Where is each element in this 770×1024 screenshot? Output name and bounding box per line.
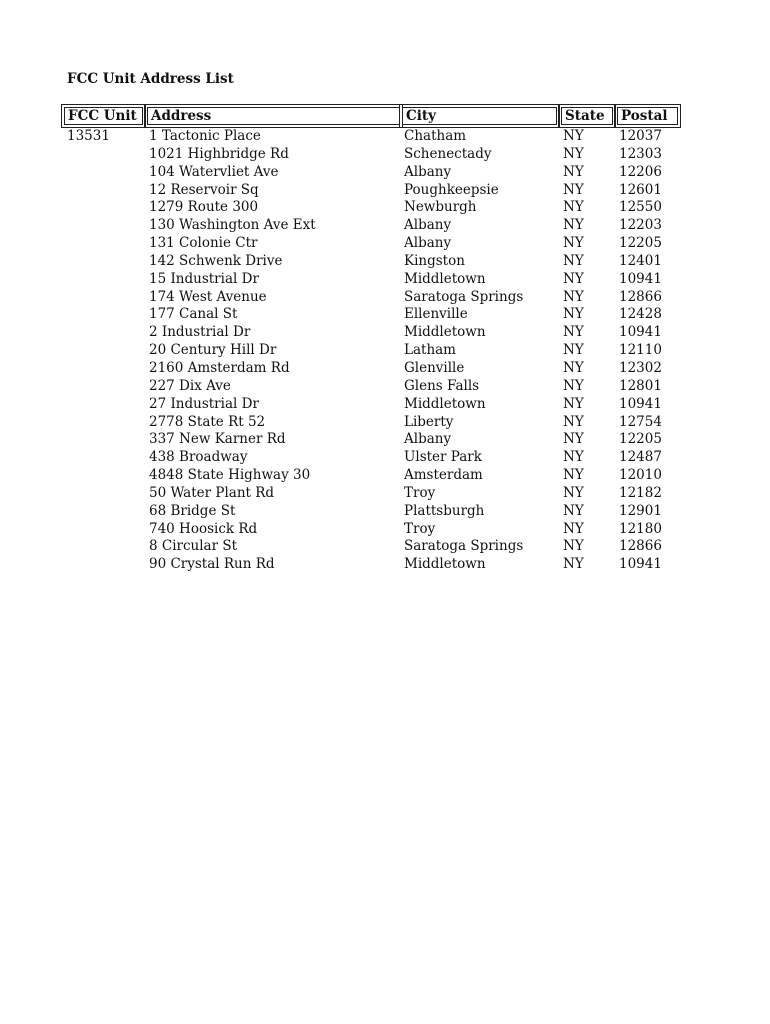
cell-address: 27 Industrial Dr xyxy=(149,395,259,412)
column-header-address: Address xyxy=(147,107,400,125)
cell-postal: 12110 xyxy=(619,342,662,359)
cell-state: NY xyxy=(563,217,584,234)
cell-postal: 12901 xyxy=(619,502,662,519)
cell-address: 2778 State Rt 52 xyxy=(149,413,266,430)
cell-city: Middletown xyxy=(404,270,486,287)
cell-state: NY xyxy=(563,288,584,305)
table-row xyxy=(0,306,770,324)
cell-address: 50 Water Plant Rd xyxy=(149,484,275,501)
cell-postal: 10941 xyxy=(619,395,662,412)
cell-state: NY xyxy=(563,235,584,252)
cell-postal: 12206 xyxy=(619,163,662,180)
column-header-fcc-unit: FCC Unit xyxy=(64,107,143,125)
cell-postal: 12205 xyxy=(619,235,662,252)
table-row xyxy=(0,289,770,307)
cell-city: Liberty xyxy=(404,413,454,430)
table-row xyxy=(0,182,770,200)
table-header xyxy=(61,104,681,128)
cell-postal: 12182 xyxy=(619,484,662,501)
table-row xyxy=(0,431,770,449)
table-row xyxy=(0,217,770,235)
cell-state: NY xyxy=(563,556,584,573)
cell-address: 174 West Avenue xyxy=(149,288,267,305)
cell-postal: 12428 xyxy=(619,306,662,323)
cell-address: 227 Dix Ave xyxy=(149,377,231,394)
cell-city: Glens Falls xyxy=(404,377,480,394)
cell-address: 131 Colonie Ctr xyxy=(149,235,258,252)
cell-address: 68 Bridge St xyxy=(149,502,236,519)
cell-city: Troy xyxy=(404,520,436,537)
cell-address: 90 Crystal Run Rd xyxy=(149,556,275,573)
cell-address: 740 Hoosick Rd xyxy=(149,520,258,537)
cell-postal: 12010 xyxy=(619,467,662,484)
cell-city: Albany xyxy=(404,163,452,180)
cell-postal: 12487 xyxy=(619,449,662,466)
cell-postal: 12205 xyxy=(619,431,662,448)
cell-address: 104 Watervliet Ave xyxy=(149,163,279,180)
cell-state: NY xyxy=(563,413,584,430)
cell-postal: 12037 xyxy=(619,128,662,144)
cell-postal: 12401 xyxy=(619,252,662,269)
table-row xyxy=(0,253,770,271)
cell-address: 177 Canal St xyxy=(149,306,238,323)
table-row xyxy=(0,360,770,378)
cell-postal: 10941 xyxy=(619,270,662,287)
cell-state: NY xyxy=(563,377,584,394)
table-row xyxy=(0,556,770,574)
table-row xyxy=(0,164,770,182)
cell-postal: 12601 xyxy=(619,181,662,198)
cell-postal: 12180 xyxy=(619,520,662,537)
cell-address: 8 Circular St xyxy=(149,538,238,555)
cell-address: 130 Washington Ave Ext xyxy=(149,217,316,234)
cell-state: NY xyxy=(563,467,584,484)
cell-state: NY xyxy=(563,520,584,537)
cell-address: 12 Reservoir Sq xyxy=(149,181,259,198)
cell-city: Middletown xyxy=(404,556,486,573)
cell-city: Amsterdam xyxy=(404,467,483,484)
page-title: FCC Unit Address List xyxy=(67,71,234,87)
cell-state: NY xyxy=(563,324,584,341)
table-row xyxy=(0,342,770,360)
cell-postal: 12550 xyxy=(619,199,662,216)
table-row xyxy=(0,271,770,289)
cell-fcc-unit: 13531 xyxy=(67,128,110,144)
table-row xyxy=(0,485,770,503)
cell-city: Ulster Park xyxy=(404,449,482,466)
table-row xyxy=(0,414,770,432)
cell-address: 20 Century Hill Dr xyxy=(149,342,277,359)
cell-address: 1 Tactonic Place xyxy=(149,128,261,144)
cell-state: NY xyxy=(563,199,584,216)
table-row xyxy=(0,521,770,539)
cell-city: Newburgh xyxy=(404,199,477,216)
cell-city: Albany xyxy=(404,235,452,252)
table-row xyxy=(0,449,770,467)
cell-state: NY xyxy=(563,163,584,180)
cell-state: NY xyxy=(563,306,584,323)
cell-state: NY xyxy=(563,484,584,501)
table-row xyxy=(0,396,770,414)
cell-address: 337 New Karner Rd xyxy=(149,431,286,448)
address-table-body xyxy=(0,128,770,574)
cell-city: Saratoga Springs xyxy=(404,288,524,305)
cell-state: NY xyxy=(563,181,584,198)
cell-postal: 12754 xyxy=(619,413,662,430)
cell-address: 2 Industrial Dr xyxy=(149,324,251,341)
cell-state: NY xyxy=(563,431,584,448)
table-row xyxy=(0,503,770,521)
cell-state: NY xyxy=(563,359,584,376)
cell-address: 15 Industrial Dr xyxy=(149,270,259,287)
cell-address: 142 Schwenk Drive xyxy=(149,252,283,269)
cell-postal: 10941 xyxy=(619,556,662,573)
cell-state: NY xyxy=(563,502,584,519)
cell-city: Poughkeepsie xyxy=(404,181,499,198)
cell-state: NY xyxy=(563,252,584,269)
cell-city: Middletown xyxy=(404,395,486,412)
cell-city: Latham xyxy=(404,342,456,359)
cell-city: Ellenville xyxy=(404,306,468,323)
cell-postal: 12302 xyxy=(619,359,662,376)
cell-city: Schenectady xyxy=(404,145,492,162)
table-row xyxy=(0,128,770,146)
cell-address: 1021 Highbridge Rd xyxy=(149,145,289,162)
cell-city: Middletown xyxy=(404,324,486,341)
cell-state: NY xyxy=(563,449,584,466)
table-row xyxy=(0,199,770,217)
table-row xyxy=(0,538,770,556)
cell-city: Plattsburgh xyxy=(404,502,485,519)
column-header-postal: Postal xyxy=(617,107,678,125)
table-row xyxy=(0,467,770,485)
cell-city: Albany xyxy=(404,217,452,234)
column-header-city: City xyxy=(402,107,557,125)
cell-city: Saratoga Springs xyxy=(404,538,524,555)
cell-state: NY xyxy=(563,538,584,555)
cell-postal: 12203 xyxy=(619,217,662,234)
column-header-state: State xyxy=(561,107,613,125)
cell-state: NY xyxy=(563,342,584,359)
table-row xyxy=(0,324,770,342)
table-row xyxy=(0,146,770,164)
table-row xyxy=(0,235,770,253)
cell-city: Chatham xyxy=(404,128,467,144)
cell-state: NY xyxy=(563,128,584,144)
cell-state: NY xyxy=(563,270,584,287)
cell-city: Albany xyxy=(404,431,452,448)
cell-postal: 12303 xyxy=(619,145,662,162)
cell-city: Troy xyxy=(404,484,436,501)
cell-postal: 12866 xyxy=(619,538,662,555)
cell-address: 2160 Amsterdam Rd xyxy=(149,359,290,376)
cell-city: Kingston xyxy=(404,252,465,269)
cell-postal: 10941 xyxy=(619,324,662,341)
cell-state: NY xyxy=(563,395,584,412)
cell-state: NY xyxy=(563,145,584,162)
cell-postal: 12801 xyxy=(619,377,662,394)
cell-address: 1279 Route 300 xyxy=(149,199,259,216)
cell-address: 438 Broadway xyxy=(149,449,248,466)
table-row xyxy=(0,378,770,396)
cell-address: 4848 State Highway 30 xyxy=(149,467,311,484)
cell-postal: 12866 xyxy=(619,288,662,305)
cell-city: Glenville xyxy=(404,359,465,376)
